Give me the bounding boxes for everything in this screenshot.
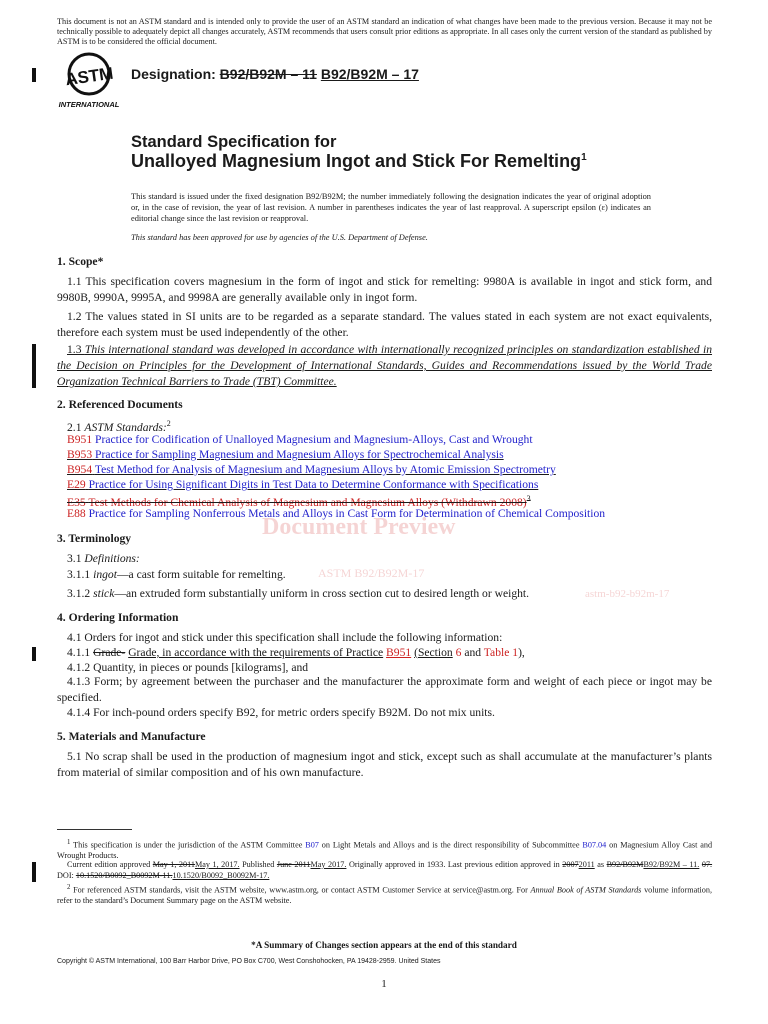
para-1-3: [57, 342, 712, 390]
revision-bar: [32, 862, 36, 882]
para-4-1: 4.1 Orders for ingot and stick under this specification shall include the following information:: [67, 631, 503, 644]
footnote-rule: [57, 829, 132, 830]
logo-subtext: INTERNATIONAL: [58, 100, 120, 109]
table-link[interactable]: Table 1: [483, 646, 519, 659]
title-line-1: Standard Specification for: [131, 133, 337, 151]
ref-item[interactable]: [67, 432, 533, 447]
ref-code[interactable]: E35: [67, 495, 86, 509]
ref-title[interactable]: Practice for Sampling Magnesium and Magnesium Alloys for Spectrochemical Analysis: [95, 448, 504, 461]
ref-code[interactable]: B951: [67, 433, 93, 446]
astm-logo: [58, 52, 122, 110]
revision-bar: [32, 647, 36, 661]
ref-code[interactable]: B954: [67, 463, 93, 476]
closing: ),: [518, 646, 525, 659]
designation-label: Designation:: [131, 66, 216, 82]
copyright: Copyright © ASTM International, 100 Barr Harbor Drive, PO Box C700, West Conshohocken, PA 19428-2959. United States: [57, 958, 441, 965]
para-1-3-num: 1.3: [67, 343, 82, 356]
ref-title[interactable]: Practice for Using Significant Digits in Test Data to Determine Conformance with Specifications: [88, 478, 539, 491]
ref-item[interactable]: [67, 477, 538, 492]
footnote-2: $^2$ For referenced ASTM standards, visit the ASTM website, www.astm.org, or contact ASTM Customer Service at service@astm.org. For Annual Book of ASTM Standards volume information, refer to the standard’s Document Summary page on the ASTM website.: [57, 884, 713, 906]
revision-bar: [32, 344, 36, 388]
term-ingot: [67, 567, 286, 582]
committee-link[interactable]: B07: [305, 840, 319, 850]
sub-num: 2.1: [67, 420, 82, 434]
section-5-heading: 5. Materials and Manufacture: [57, 730, 206, 743]
para-4-1-3: 4.1.3 Form; by agreement between the purchaser and the manufacturer the approximate form and weight of each piece or ingot may be specified.: [57, 675, 712, 704]
ref-code[interactable]: B953: [67, 448, 93, 461]
footnote-1: $^1$ This specification is under the jurisdiction of the ASTM Committee B07 on Light Metals and Alloys and is the direct responsibility of Subcommittee B07.04 on Magnesium Alloy Cast and Wrought Products.: [57, 839, 713, 861]
ref-code[interactable]: E88: [67, 507, 86, 520]
ref-code[interactable]: E29: [67, 478, 86, 491]
para-1-3-text: This international standard was developed in accordance with internationally recognized principles on standardization established in the Decision on Principles for the Development of International Standards, Guides and Recommendations issued by the World Trade Organization Technical Barriers to Trade (TBT) Committee.: [57, 343, 713, 388]
and-text: and: [464, 646, 482, 659]
para-5-1: 5.1 No scrap shall be used in the production of magnesium ingot and stick, except such as shall accumulate at the manufacturer’s plants from material of similar composition and of his own manufacture.: [57, 750, 712, 779]
ref-title[interactable]: Test Methods for Chemical Analysis of Magnesium and Magnesium Alloys (Withdrawn 2008): [88, 495, 527, 509]
subcommittee-link[interactable]: B07.04: [582, 840, 607, 850]
term-word: stick: [93, 587, 115, 600]
section-link[interactable]: 6: [455, 646, 462, 659]
section-1-heading: 1. Scope*: [57, 255, 104, 268]
designation-old: B92/B92M – 11: [219, 66, 317, 82]
sub-label: ASTM Standards:: [84, 420, 167, 434]
ref-item[interactable]: [67, 462, 556, 477]
designation-new: B92/B92M – 17: [320, 66, 419, 82]
para-num: 4.1.1: [67, 646, 91, 659]
logo-text: ASTM: [64, 63, 115, 90]
approved-note: This standard has been approved for use by agencies of the U.S. Department of Defense.: [131, 233, 428, 242]
designation: [131, 66, 419, 82]
sub-sup: 2: [166, 419, 171, 428]
footnote-1-edition: Current edition approved May 1, 2011May 1, 2017. Published June 2011May 2017. Originally approved in 1933. Last previous edition approved in 20072011 as B92/B92MB92/B92M – 11. 07. DOI: 10.1520/B0092_B0092M-11.10.1520/B0092_B0092M-17.: [57, 860, 713, 880]
inserted-text: Grade, in accordance with the requirements of Practice: [128, 646, 384, 659]
ref-title[interactable]: Test Method for Analysis of Magnesium and Magnesium Alloys by Atomic Emission Spectrometry: [94, 463, 556, 476]
ref-item[interactable]: [67, 447, 504, 462]
para-1-1: 1.1 This specification covers magnesium in the form of ingot and stick for remelting: 9980A is available in ingot and stick form, and 9980B, 9990A, 9995A, and 9998A are generally available only in ingot form.: [57, 275, 712, 304]
top-notice: This document is not an ASTM standard and is intended only to provide the user of an ASTM standard an indication of what changes have been made to the previous version. Because it may not be technically possible to adequately depict all changes accurately, ASTM recommends that users consult prior editions as appropriate. In all cases only the current version of the standard as published by ASTM is to be considered the official document.: [57, 17, 712, 47]
watermark-side: astm-b92-b92m-17: [585, 588, 670, 600]
section-4-heading: 4. Ordering Information: [57, 611, 179, 624]
para-4-1-2: 4.1.2 Quantity, in pieces or pounds [kilograms], and: [67, 661, 309, 674]
deleted-text: Grade-: [93, 646, 126, 659]
para-4-1-1: [67, 645, 525, 660]
term-num: 3.1.1: [67, 568, 91, 581]
section-ref: (Section: [414, 646, 453, 659]
ref-title[interactable]: Practice for Codification of Unalloyed Magnesium and Magnesium-Alloys, Cast and Wrought: [95, 433, 533, 446]
term-word: ingot: [93, 568, 117, 581]
term-def: —a cast form suitable for remelting.: [116, 568, 286, 581]
ref-link-b951[interactable]: B951: [386, 646, 412, 659]
para-1-2: 1.2 The values stated in SI units are to be regarded as a separate standard. The values stated in each system are not exact equivalents, therefore each system must be used independently of the other.: [57, 310, 712, 339]
term-stick: [67, 586, 529, 601]
title-line-2: [131, 151, 587, 172]
def-label: Definitions:: [84, 552, 140, 565]
section-3-heading: 3. Terminology: [57, 532, 132, 545]
ref-sup: 3: [526, 494, 531, 503]
def-num: 3.1: [67, 552, 82, 565]
ref-title[interactable]: Practice for Sampling Nonferrous Metals and Alloys in Cast Form for Determination of Chemical Composition: [88, 507, 606, 520]
title-text: Unalloyed Magnesium Ingot and Stick For Remelting: [131, 151, 582, 171]
term-def: —an extruded form substantially uniform in cross section cut to desired length or weight.: [114, 587, 530, 600]
issued-note: This standard is issued under the fixed designation B92/B92M; the number immediately following the designation indicates the year of original adoption or, in the case of revision, the year of last revision. A number in parentheses indicates the year of last reapproval. A superscript epsilon (ε) indicates an editorial change since the last revision or reapproval.: [131, 192, 651, 223]
watermark-preview: Document Preview: [262, 514, 456, 540]
definitions-label: [67, 551, 140, 566]
revision-bar: [32, 68, 36, 82]
summary-note: *A Summary of Changes section appears at the end of this standard: [251, 940, 517, 950]
term-num: 3.1.2: [67, 587, 91, 600]
para-4-1-4: 4.1.4 For inch-pound orders specify B92, for metric orders specify B92M. Do not mix units.: [67, 706, 495, 719]
section-2-heading: 2. Referenced Documents: [57, 398, 183, 411]
page-number: 1: [381, 978, 387, 990]
watermark-designation: ASTM B92/B92M-17: [318, 566, 425, 580]
title-footnote-ref: 1: [581, 152, 587, 163]
